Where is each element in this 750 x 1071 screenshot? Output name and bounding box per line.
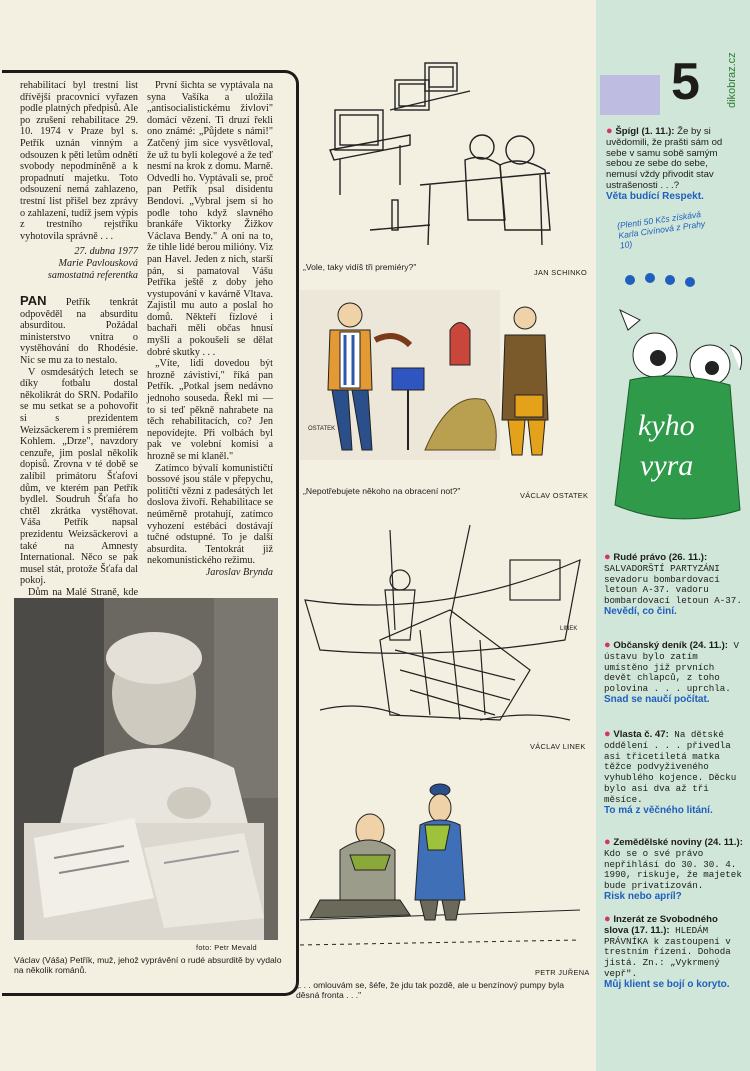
item3-source: Občanský deník (24. 11.): xyxy=(613,640,728,651)
item5-source: Zemědělské noviny (24. 11.): xyxy=(613,837,743,848)
cartoon1-author: JAN SCHINKO xyxy=(534,268,587,277)
cartoon2-caption: „Nepotřebujete někoho na obracení not?" xyxy=(303,486,461,496)
cartoon1-caption: „Vole, taky vidíš tři premiéry?" xyxy=(303,262,417,272)
article-column-2 xyxy=(147,80,273,579)
col2-para2: „Víte, lidi dovedou být hrozně závistiví," říká pan Petřík. „Potkal jsem nedávno jednoho souseda. Řekl mi — to si teď pěkně nahrabete na těch rehabilitacích, co? Jen nepovídejte. Při volbách byl pak ve volební komisi a hrozně se mi klaněl." xyxy=(147,358,273,462)
bullet-icon: ● xyxy=(606,125,613,137)
cartoon2-signature: OSTATEK xyxy=(308,426,336,432)
cartoon2-author: VÁCLAV OSTATEK xyxy=(520,491,589,500)
col1-para3: V osmdesátých letech se díky fotbalu dostal několikrát do SRN. Podařilo se mu setkat se a pohovořit si s prezidentem Weizsäckerem i s premiérem Kohlem. „Drze", navzdory cenzuře, jim poslal několik dopisů. Zrovna v té době se zalíbil primátoru Šťafovi dům, ve kterém pan Petřík bydlel. Soudruh Šťafa ho chtěl zkrátka vystěhovat. Váša Petřík napsal prezidentu Weizsäckerovi a také na Amnesty International. Něco se pak musel stát, protože Šťafa dal pokoj. xyxy=(20,366,138,587)
cartoon-violinist xyxy=(300,290,590,460)
cartoon3-author: VÁCLAV LINEK xyxy=(530,742,586,751)
sidebar-item-inzerat xyxy=(604,914,744,991)
lead-word: PAN xyxy=(20,293,47,309)
col1-para2: Petřík tenkrát odpověděl na absurditu absurditou. Požádal ministerstvo vnitra o vystěhování do Rhodésie. Nic se mu za to nestalo. xyxy=(20,297,138,367)
letter-date: 27. dubna 1977 xyxy=(74,246,138,258)
watermark-text: dikobraz.cz xyxy=(726,52,738,108)
page-number: 5 xyxy=(671,53,700,111)
letter-signature: Marie Pavlousková samostatná referentka xyxy=(47,257,138,281)
item6-tag: Můj klient se bojí o koryto. xyxy=(604,978,730,990)
article-column-1 xyxy=(20,80,138,633)
col1-para4: Dům na Malé Straně, kde xyxy=(28,586,138,598)
sidebar-item-obcansky-denik xyxy=(604,640,744,706)
item6-text: HLEDÁM PRÁVNÍKA k zastoupení v trestním řízení. Dohoda jistá. Zn.: „Vykrmený vepř". xyxy=(604,924,731,979)
cartoon4-author: PETR JUŘENA xyxy=(535,968,590,977)
article-author: Jaroslav Brynda xyxy=(205,566,273,578)
bullet-icon: ● xyxy=(604,913,611,925)
item5-tag: Risk nebo apríl? xyxy=(604,890,682,902)
col1-para1: rehabilitací byl trestní list dřívější pracovnicí vyřazen podle platných předpisů. Ale po zrušení rehabilitace 29. 10. 1974 v Praze byl s. Petřík uznán vinným a odsouzen k pěti letům odnětí svobody nepodmíněně a k propadnutí majetku. Toto odsouzení nemá zahlazeno, trestní list přišel bez zprávy o zahlazení, tudíž jsem výpis z trestního rejstříku vyhotovila správně . . . xyxy=(20,80,138,242)
svg-text:vyra: vyra xyxy=(640,449,694,482)
photo-credit: foto: Petr Mevald xyxy=(196,943,257,952)
bullet-icon: ● xyxy=(604,639,611,651)
item4-tag: To má z věčného litání. xyxy=(604,804,713,816)
item1-tag: Věta budící Respekt. xyxy=(606,190,704,202)
photo-caption: Václav (Váša) Petřík, muž, jehož vyprávění o rudé absurditě by vydalo na několik románů. xyxy=(14,955,282,975)
item3-text: V ústavu bylo zatím umístěno již prvních devět chlapců, z toho polovina . . . uprchla. xyxy=(604,640,740,695)
award-note: (Plenti 50 Kčs získává Karla Civínová z Prahy 10) xyxy=(616,209,706,251)
cartoon-premiers xyxy=(300,55,590,255)
item1-source: Špígl (1. 11.): xyxy=(615,126,675,137)
watermark xyxy=(726,8,744,118)
sidebar-item-rude-pravo xyxy=(604,552,744,618)
item5-text: Kdo se o své právo nepřihlásí do 30. 30. 4. 1990, riskuje, že majetek bude privatizován. xyxy=(604,847,742,892)
sidebar-item-zemedelske-noviny xyxy=(604,837,744,903)
item2-text: SALVADORŠTÍ PARTYZÁNI sevadoru bombardovací letoun A-37. vadoru bombardovací letoun A-37. xyxy=(604,562,742,607)
cartoon4-caption: „. . . omlouvám se, šéfe, že jdu tak pozdě, ale u benzínový pumpy byla děsná fronta . . ." xyxy=(296,980,564,1000)
item1-text: Že by si uvědomili, že prašti sám od sebe v samu sobě samým sebou ze sebe do sebe, nemusí vždy přivodit stav ustrašenosti . . .? xyxy=(606,126,723,191)
item3-tag: Snad se naučí počítat. xyxy=(604,693,710,705)
bullet-icon: ● xyxy=(604,728,611,740)
cartoon3-signature: LINEK xyxy=(560,626,578,632)
bullet-icon: ● xyxy=(604,551,611,563)
mascot-logo-text: kyho xyxy=(638,409,695,442)
col2-para3: Zatímco bývalí komunističtí bossové jsou stále v přepychu, političtí vězni z padesátých let doslova živoří. Rehabilitace se neúměrně protahují, zatímco vyhození estébáci dostávají tučné odstupné. To je další absurdita. Tentokrát již nekomunistického režimu. xyxy=(147,462,273,567)
kyhovyra-mascot xyxy=(600,270,746,540)
sidebar-decoration xyxy=(600,75,660,115)
sidebar-item-vlasta xyxy=(604,729,744,816)
item4-source: Vlasta č. 47: xyxy=(613,729,669,740)
col2-para1: První šichta se vyptávala na syna Vašíka a uložila „antisocialistickému živlovi" domácí vězení. Ti druzí řekli ono známé: „Půjdete s námi!" Zatčený jim sice vysvětloval, že už tu byli kolegové a že teď nesmí na krok z domu. Marně. Odvedli ho. Vyptávali se, proč pan Petřík psal disidentu Bendovi. „Vybral jsem si ho podle toho když slavného brankáře Viktorky Žižkov Václava Bendy." A oni na to, že tihle lidé berou milióny. Viz pan Havel. Jeden z nich, starší pán, si pamatoval Vášu Petříka ještě z doby jeho vystupování v kavárně Vltava. Zajistil mu auto a poslal ho domů. Někteří fízlové i bachaři měli občas hnusí myšli a pokoušeli se dělat dobré skutky . . . xyxy=(147,80,273,358)
cartoon-fishing-net xyxy=(300,520,590,730)
bullet-icon: ● xyxy=(604,836,611,848)
sidebar-item-spigl xyxy=(606,126,726,203)
item2-tag: Nevědí, co činí. xyxy=(604,605,677,617)
item4-text: Na dětské oddělení . . . přivedla asi třicetiletá matka těžce podvyživeného vyhublého kojence. Děcku bylo asi dva až tři měsíce. xyxy=(604,729,737,805)
cartoon-beggars xyxy=(300,770,590,960)
item6-source: Inzerát ze Svobodného slova (17. 11.): xyxy=(604,914,718,936)
item2-source: Rudé právo (26. 11.): xyxy=(613,552,708,563)
portrait-photo xyxy=(14,598,278,940)
